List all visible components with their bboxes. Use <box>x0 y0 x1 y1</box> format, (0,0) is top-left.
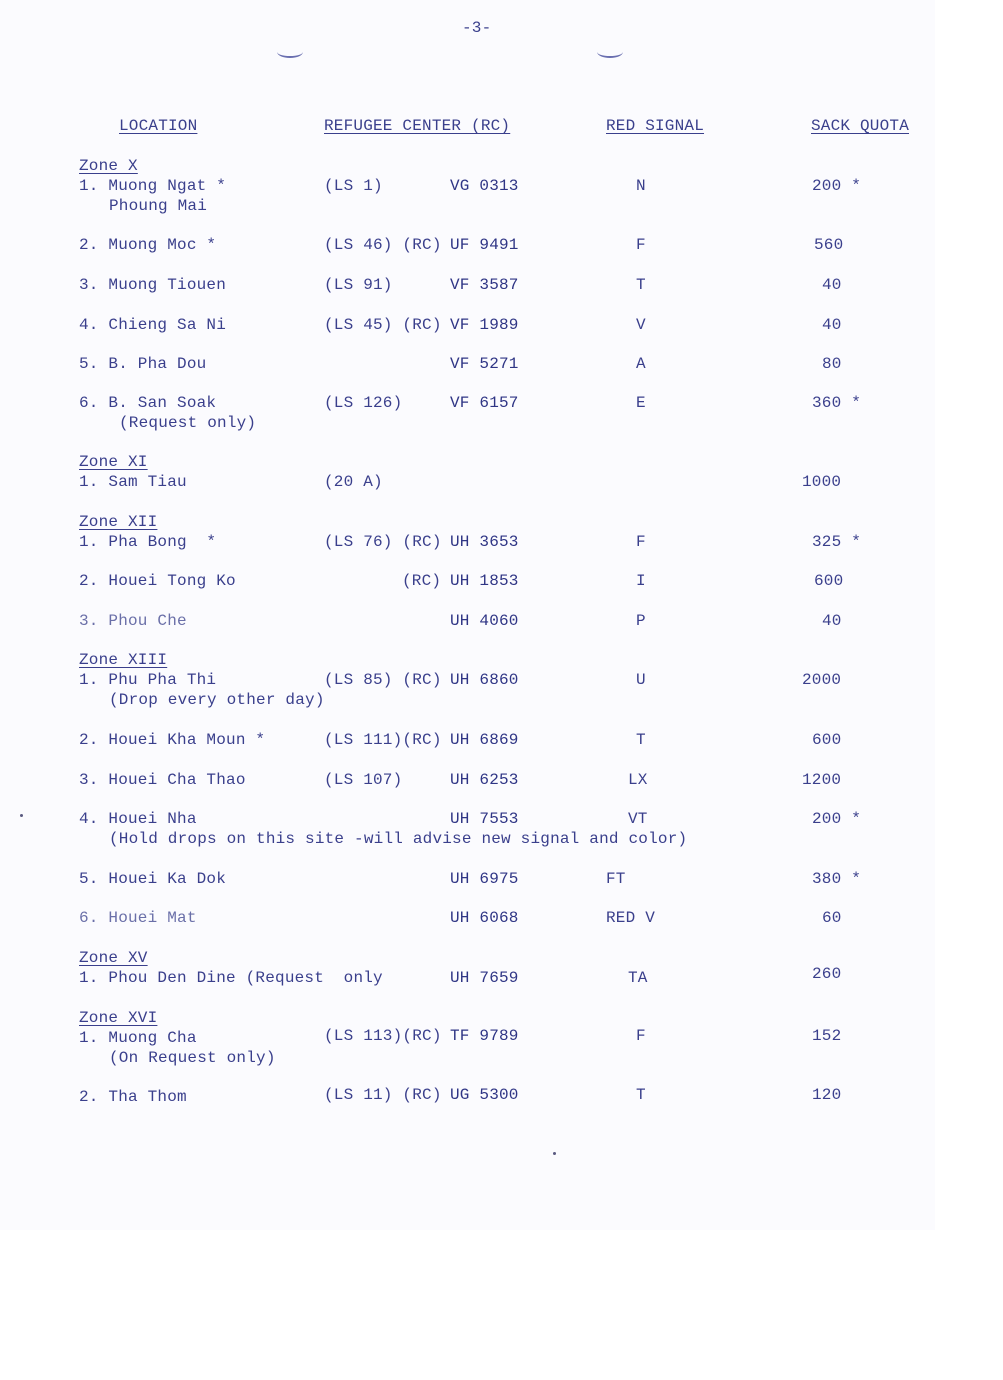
row-location: 1. Pha Bong * <box>79 533 217 551</box>
speck <box>20 814 23 817</box>
header-location: LOCATION <box>119 117 198 135</box>
row-coord: UH 7659 <box>450 969 519 987</box>
row-coord: UH 4060 <box>450 612 519 630</box>
row-signal: A <box>636 355 646 373</box>
row-signal: N <box>636 177 646 195</box>
row-signal: T <box>636 276 646 294</box>
row-quota: 200 * <box>812 810 862 828</box>
zone-heading: Zone XIII <box>79 651 168 669</box>
row-quota: 2000 <box>802 671 842 689</box>
row-quota: 1000 <box>802 473 842 491</box>
row-signal: T <box>636 731 646 749</box>
row-location: 2. Houei Tong Ko <box>79 572 236 590</box>
zone-heading: Zone XII <box>79 513 158 531</box>
row-quota: 380 * <box>812 870 862 888</box>
row-quota: 1200 <box>802 771 842 789</box>
row-quota: 200 * <box>812 177 862 195</box>
row-signal: TA <box>628 969 648 987</box>
row-rc: (RC) <box>402 572 442 590</box>
row-rc: (20 A) <box>324 473 383 491</box>
zone-heading: Zone XI <box>79 453 148 471</box>
row-coord: VF 1989 <box>450 316 519 334</box>
row-signal: I <box>636 572 646 590</box>
row-location-note: (On Request only) <box>109 1049 276 1067</box>
row-signal: LX <box>628 771 648 789</box>
row-quota: 260 <box>812 965 842 983</box>
row-coord: VG 0313 <box>450 177 519 195</box>
row-location: 1. Muong Cha <box>79 1029 197 1047</box>
speck <box>553 1152 556 1155</box>
row-signal: V <box>636 316 646 334</box>
row-rc: (LS 113)(RC) <box>324 1027 442 1045</box>
row-location: 3. Houei Cha Thao <box>79 771 246 789</box>
row-location: 2. Houei Kha Moun * <box>79 731 266 749</box>
row-rc: (LS 46) (RC) <box>324 236 442 254</box>
row-location-note: (Hold drops on this site -will advise new signal and color) <box>109 830 688 848</box>
row-location: 3. Muong Tiouen <box>79 276 227 294</box>
row-quota: 40 <box>822 612 842 630</box>
row-rc: (LS 45) (RC) <box>324 316 442 334</box>
row-quota: 40 <box>822 276 842 294</box>
row-signal: F <box>636 236 646 254</box>
row-quota: 600 <box>812 731 842 749</box>
row-coord: VF 3587 <box>450 276 519 294</box>
row-quota: 120 <box>812 1086 842 1104</box>
row-location: 6. B. San Soak <box>79 394 217 412</box>
row-coord: VF 5271 <box>450 355 519 373</box>
row-rc: (LS 76) (RC) <box>324 533 442 551</box>
row-coord: UH 6068 <box>450 909 519 927</box>
row-rc: (LS 85) (RC) <box>324 671 442 689</box>
row-quota: 80 <box>822 355 842 373</box>
row-location: 6. Houei Mat <box>79 909 197 927</box>
row-signal: T <box>636 1086 646 1104</box>
row-signal: U <box>636 671 646 689</box>
row-coord: UH 6869 <box>450 731 519 749</box>
row-coord: UH 6860 <box>450 671 519 689</box>
page-number: -3- <box>462 19 492 37</box>
row-rc: (LS 91) <box>324 276 393 294</box>
row-coord: VF 6157 <box>450 394 519 412</box>
row-location: 1. Phu Pha Thi <box>79 671 217 689</box>
row-quota: 40 <box>822 316 842 334</box>
zone-heading: Zone X <box>79 157 138 175</box>
row-signal: F <box>636 1027 646 1045</box>
row-rc: (LS 11) (RC) <box>324 1086 442 1104</box>
row-coord: UH 6975 <box>450 870 519 888</box>
row-coord: UH 1853 <box>450 572 519 590</box>
row-location: 1. Sam Tiau <box>79 473 187 491</box>
row-location: 3. Phou Che <box>79 612 187 630</box>
punch-hole-left <box>277 46 303 58</box>
row-quota: 360 * <box>812 394 862 412</box>
row-signal: VT <box>628 810 648 828</box>
row-coord: UH 6253 <box>450 771 519 789</box>
row-coord: UH 7553 <box>450 810 519 828</box>
row-signal: F <box>636 533 646 551</box>
header-refugee-center: REFUGEE CENTER (RC) <box>324 117 511 135</box>
header-sack-quota: SACK QUOTA <box>811 117 910 135</box>
zone-heading: Zone XV <box>79 949 148 967</box>
row-rc: (LS 1) <box>324 177 383 195</box>
row-location: 2. Muong Moc * <box>79 236 217 254</box>
row-location: 5. Houei Ka Dok <box>79 870 227 888</box>
row-location: 4. Chieng Sa Ni <box>79 316 227 334</box>
row-coord: TF 9789 <box>450 1027 519 1045</box>
row-location-note: (Drop every other day) <box>109 691 325 709</box>
row-coord: UG 5300 <box>450 1086 519 1104</box>
row-rc: (LS 111)(RC) <box>324 731 442 749</box>
row-quota: 600 <box>814 572 844 590</box>
row-rc: (LS 107) <box>324 771 403 789</box>
row-location-note: (Request only) <box>119 414 257 432</box>
row-coord: UH 3653 <box>450 533 519 551</box>
row-location-note: Phoung Mai <box>109 197 208 215</box>
row-location: 2. Tha Thom <box>79 1088 187 1106</box>
row-quota: 560 <box>814 236 844 254</box>
row-quota: 60 <box>822 909 842 927</box>
row-location: 4. Houei Nha <box>79 810 197 828</box>
row-signal: FT <box>606 870 626 888</box>
row-location: 1. Phou Den Dine (Request only <box>79 969 383 987</box>
zone-heading: Zone XVI <box>79 1009 158 1027</box>
row-quota: 152 <box>812 1027 842 1045</box>
row-quota: 325 * <box>812 533 862 551</box>
row-signal: E <box>636 394 646 412</box>
punch-hole-right <box>597 46 623 58</box>
row-location: 1. Muong Ngat * <box>79 177 227 195</box>
row-signal: RED V <box>606 909 656 927</box>
header-red-signal: RED SIGNAL <box>606 117 705 135</box>
row-signal: P <box>636 612 646 630</box>
row-rc: (LS 126) <box>324 394 403 412</box>
row-location: 5. B. Pha Dou <box>79 355 207 373</box>
row-coord: UF 9491 <box>450 236 519 254</box>
